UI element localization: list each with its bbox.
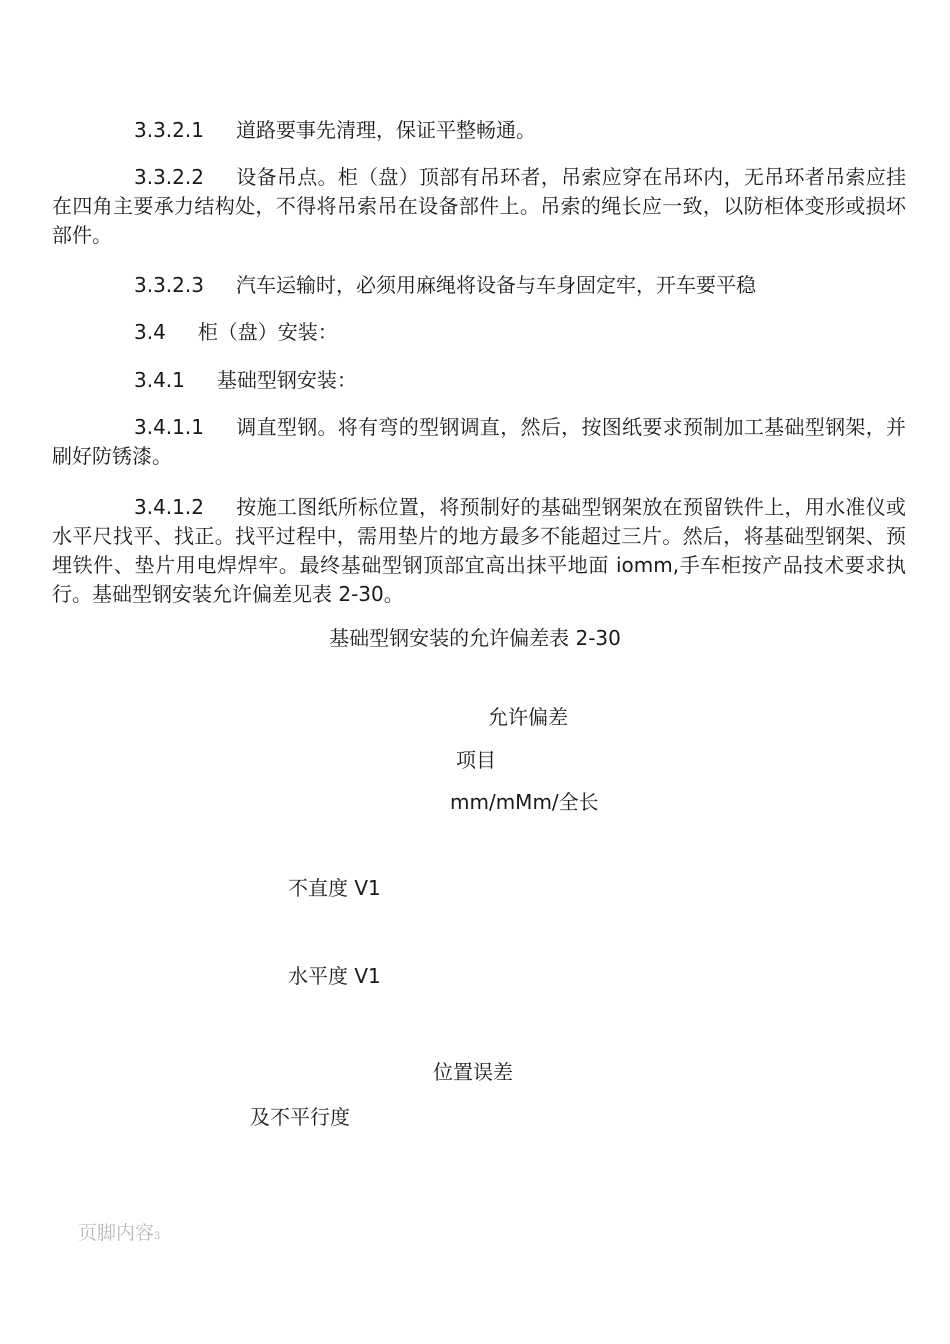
section-number: 3.4 (134, 320, 166, 344)
table-row-non-parallelism: 及不平行度 (250, 1105, 350, 1129)
paragraph-text: 按施工图纸所标位置，将预制好的基础型钢架放在预留铁件上，用水准仪或水平尺找平、找正。找平过程中，需用垫片的地方最多不能超过三片。然后，将基础型钢架、预埋铁件、垫片用电焊焊牢。最终基础型钢顶部宜高出抹平地面 iomm,手车柜按产品技术要求执行。基础型钢安装允许偏差见表 2-30。 (52, 495, 906, 606)
paragraph-text: 柜（盘）安装： (197, 320, 338, 344)
section-number: 3.3.2.3 (134, 273, 204, 297)
paragraph-text: 调直型钢。将有弯的型钢调直，然后，按图纸要求预制加工基础型钢架，并刷好防锈漆。 (52, 415, 906, 468)
table-row-levelness: 水平度 V1 (288, 964, 381, 988)
page-footer (78, 1220, 160, 1250)
paragraph-text: 基础型钢安装： (216, 368, 357, 392)
paragraph-3-4-1 (52, 366, 906, 395)
table-row-position-error: 位置误差 (433, 1060, 513, 1084)
paragraph-3-3-2-2 (52, 163, 906, 250)
section-number: 3.3.2.1 (134, 118, 204, 142)
paragraph-text: 设备吊点。柜（盘）顶部有吊环者，吊索应穿在吊环内，无吊环者吊索应挂在四角主要承力结构处，不得将吊索吊在设备部件上。吊索的绳长应一致，以防柜体变形或损坏部件。 (52, 165, 906, 247)
table-caption: 基础型钢安装的允许偏差表 2-30 (329, 626, 621, 650)
table-header-allowance: 允许偏差 (488, 705, 568, 729)
paragraph-3-3-2-3 (52, 271, 906, 300)
section-number: 3.3.2.2 (134, 165, 204, 189)
table-header-item: 项目 (456, 748, 496, 772)
paragraph-text: 汽车运输时，必须用麻绳将设备与车身固定牢，开车要平稳 (235, 273, 756, 297)
section-number: 3.4.1 (134, 368, 185, 392)
page-number: 3 (154, 1231, 161, 1242)
paragraph-text: 道路要事先清理，保证平整畅通。 (235, 118, 536, 142)
paragraph-3-4-1-1 (52, 413, 906, 471)
section-number: 3.4.1.1 (134, 415, 204, 439)
paragraph-3-3-2-1 (52, 116, 906, 145)
footer-text: 页脚内容 (78, 1222, 155, 1244)
table-row-straightness: 不直度 V1 (288, 876, 381, 900)
table-header-units: mm/mMm/全长 (450, 790, 599, 814)
paragraph-3-4 (52, 318, 906, 347)
paragraph-3-4-1-2 (52, 493, 906, 609)
section-number: 3.4.1.2 (134, 495, 204, 519)
